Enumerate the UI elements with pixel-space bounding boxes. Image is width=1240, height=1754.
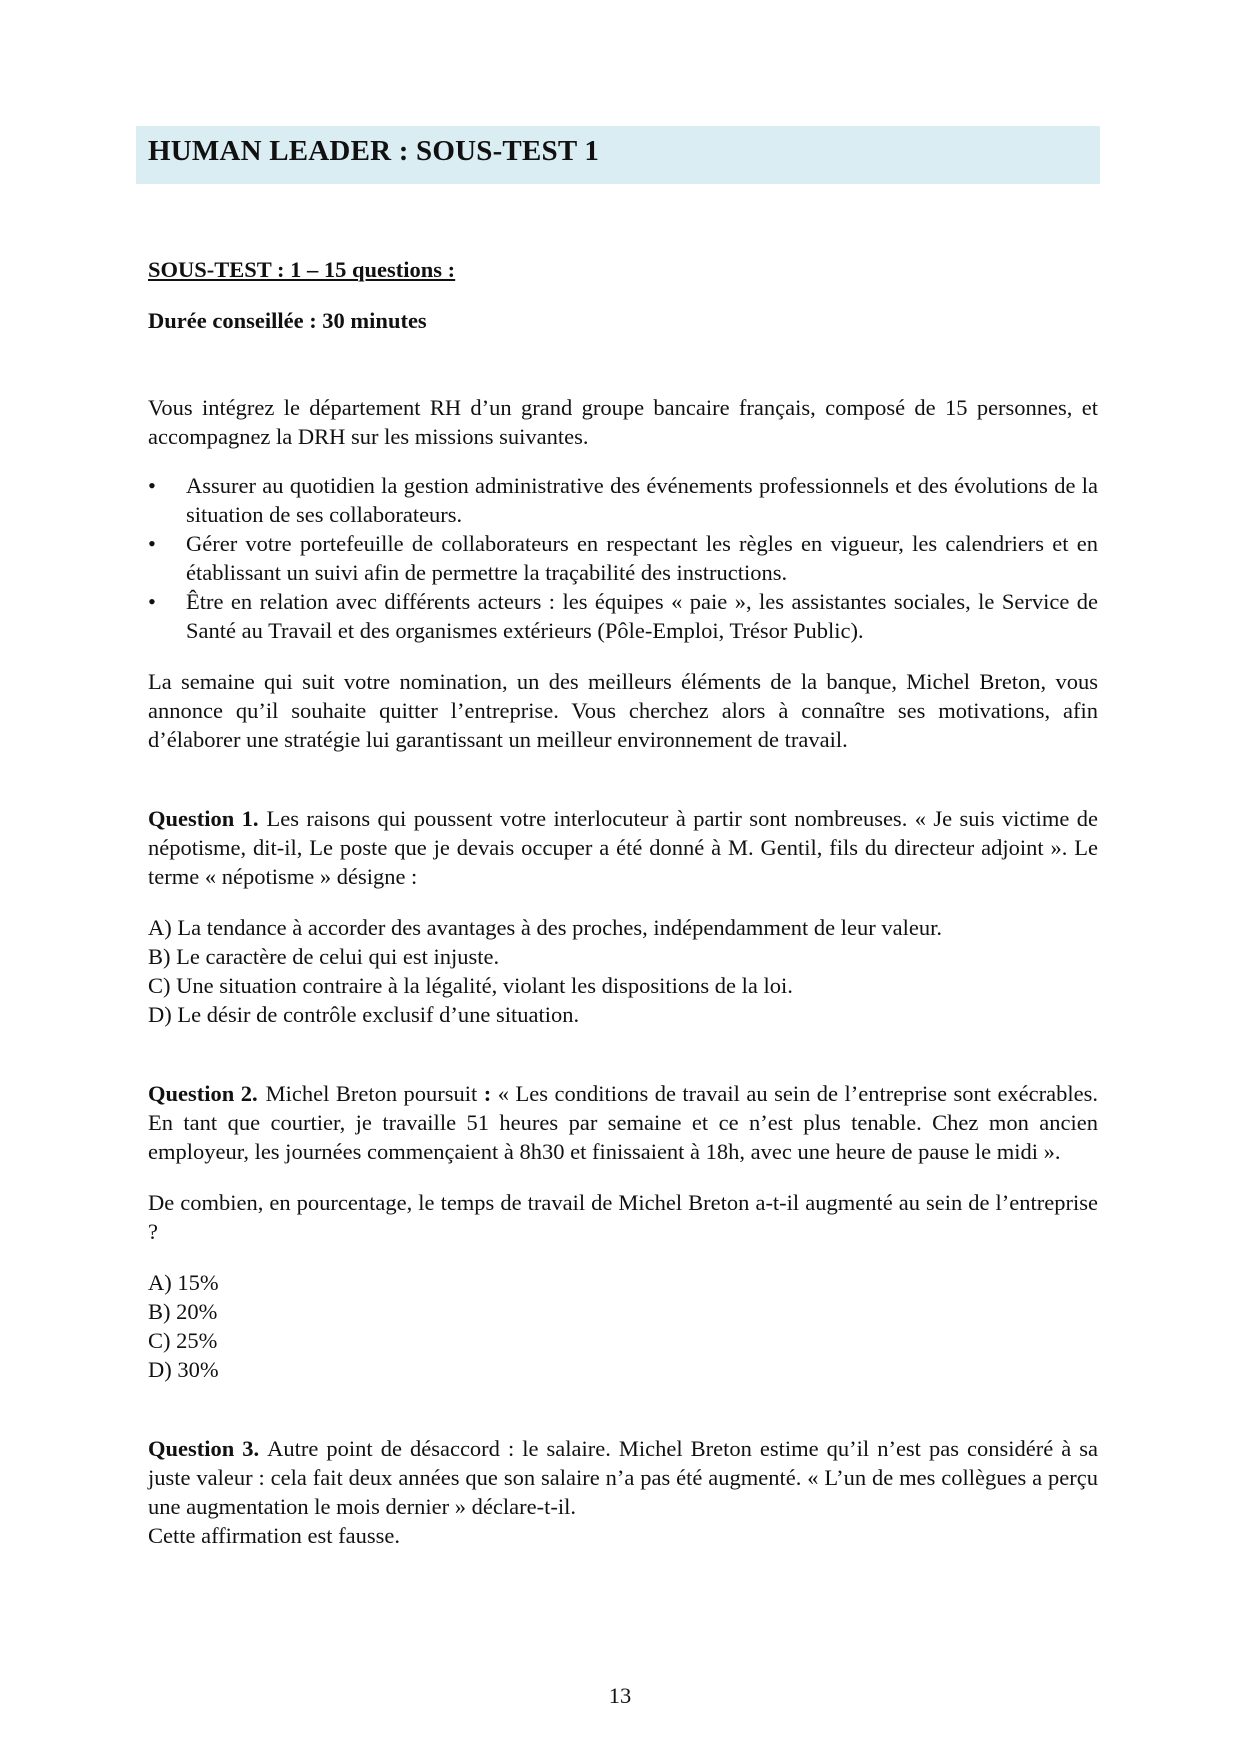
list-item: [148, 471, 1098, 529]
question-1-options: [148, 913, 1098, 1029]
answer-option: A) La tendance à accorder des avantages à des proches, indépendamment de leur valeur.: [148, 915, 943, 940]
question-3-statement: Cette affirmation est fausse.: [148, 1523, 401, 1548]
answer-option: B) Le caractère de celui qui est injuste.: [148, 944, 500, 969]
page-title: HUMAN LEADER : SOUS-TEST 1: [148, 135, 600, 167]
answer-option: A) 15%: [148, 1270, 219, 1295]
document-body: [148, 255, 1098, 1550]
question-2-subquestion: De combien, en pourcentage, le temps de travail de Michel Breton a-t-il augmenté au sein de l’entreprise ?: [148, 1190, 1098, 1244]
missions-list: [148, 471, 1098, 645]
question-1: [148, 804, 1098, 891]
mission-text: Être en relation avec différents acteurs : les équipes « paie », les assistantes sociales, le Service de Santé au Travail et des organismes extérieurs (Pôle-Emploi, Trésor Public).: [186, 589, 1098, 643]
bullet-icon: •: [148, 531, 156, 556]
title-banner: [136, 126, 1100, 184]
question-2-lead: Michel Breton poursuit: [265, 1081, 478, 1106]
question-2-text: « Les conditions de travail au sein de l’entreprise sont exécrables. En tant que courtier, je travaille 51 heures par semaine et ce n’est plus tenable. Chez mon ancien employeur, les journées commençaient à 8h30 et finissaient à 18h, avec une heure de pause le midi ».: [148, 1081, 1098, 1164]
list-item: [148, 587, 1098, 645]
question-3: [148, 1434, 1098, 1521]
bullet-icon: •: [148, 589, 156, 614]
mission-text: Gérer votre portefeuille de collaborateurs en respectant les règles en vigueur, les calendriers et en établissant un suivi afin de permettre la traçabilité des instructions.: [186, 531, 1098, 585]
answer-option: D) 30%: [148, 1357, 219, 1382]
intro-paragraph: Vous intégrez le département RH d’un grand groupe bancaire français, composé de 15 personnes, et accompagnez la DRH sur les missions suivantes.: [148, 395, 1098, 449]
duration-label: Durée conseillée : 30 minutes: [148, 308, 427, 333]
question-1-label: Question 1.: [148, 806, 259, 831]
question-2: [148, 1079, 1098, 1166]
page-number: 13: [608, 1683, 632, 1708]
scenario-paragraph: La semaine qui suit votre nomination, un des meilleurs éléments de la banque, Michel Breton, vous annonce qu’il souhaite quitter l’entreprise. Vous cherchez alors à connaître ses motivations, afin d’élaborer une stratégie lui garantissant un meilleur environnement de travail.: [148, 669, 1098, 752]
question-2-options: [148, 1268, 1098, 1384]
subtest-heading: SOUS-TEST : 1 – 15 questions :: [148, 257, 456, 282]
question-2-label: Question 2.: [148, 1081, 258, 1106]
question-2-colon: :: [477, 1081, 492, 1106]
answer-option: C) 25%: [148, 1328, 218, 1353]
question-1-text: Les raisons qui poussent votre interlocuteur à partir sont nombreuses. « Je suis victime de népotisme, dit-il, Le poste que je devais occuper a été donné à M. Gentil, fils du directeur adjoint ». Le terme « népotisme » désigne :: [148, 806, 1098, 889]
question-3-text: Autre point de désaccord : le salaire. Michel Breton estime qu’il n’est pas considéré à sa juste valeur : cela fait deux années que son salaire n’a pas été augmenté. « L’un de mes collègues a perçu une augmentation le mois dernier » déclare-t-il.: [148, 1436, 1098, 1519]
answer-option: D) Le désir de contrôle exclusif d’une situation.: [148, 1002, 580, 1027]
bullet-icon: •: [148, 473, 156, 498]
answer-option: B) 20%: [148, 1299, 218, 1324]
answer-option: C) Une situation contraire à la légalité, violant les dispositions de la loi.: [148, 973, 793, 998]
mission-text: Assurer au quotidien la gestion administrative des événements professionnels et des évolutions de la situation de ses collaborateurs.: [186, 473, 1098, 527]
list-item: [148, 529, 1098, 587]
question-3-label: Question 3.: [148, 1436, 260, 1461]
